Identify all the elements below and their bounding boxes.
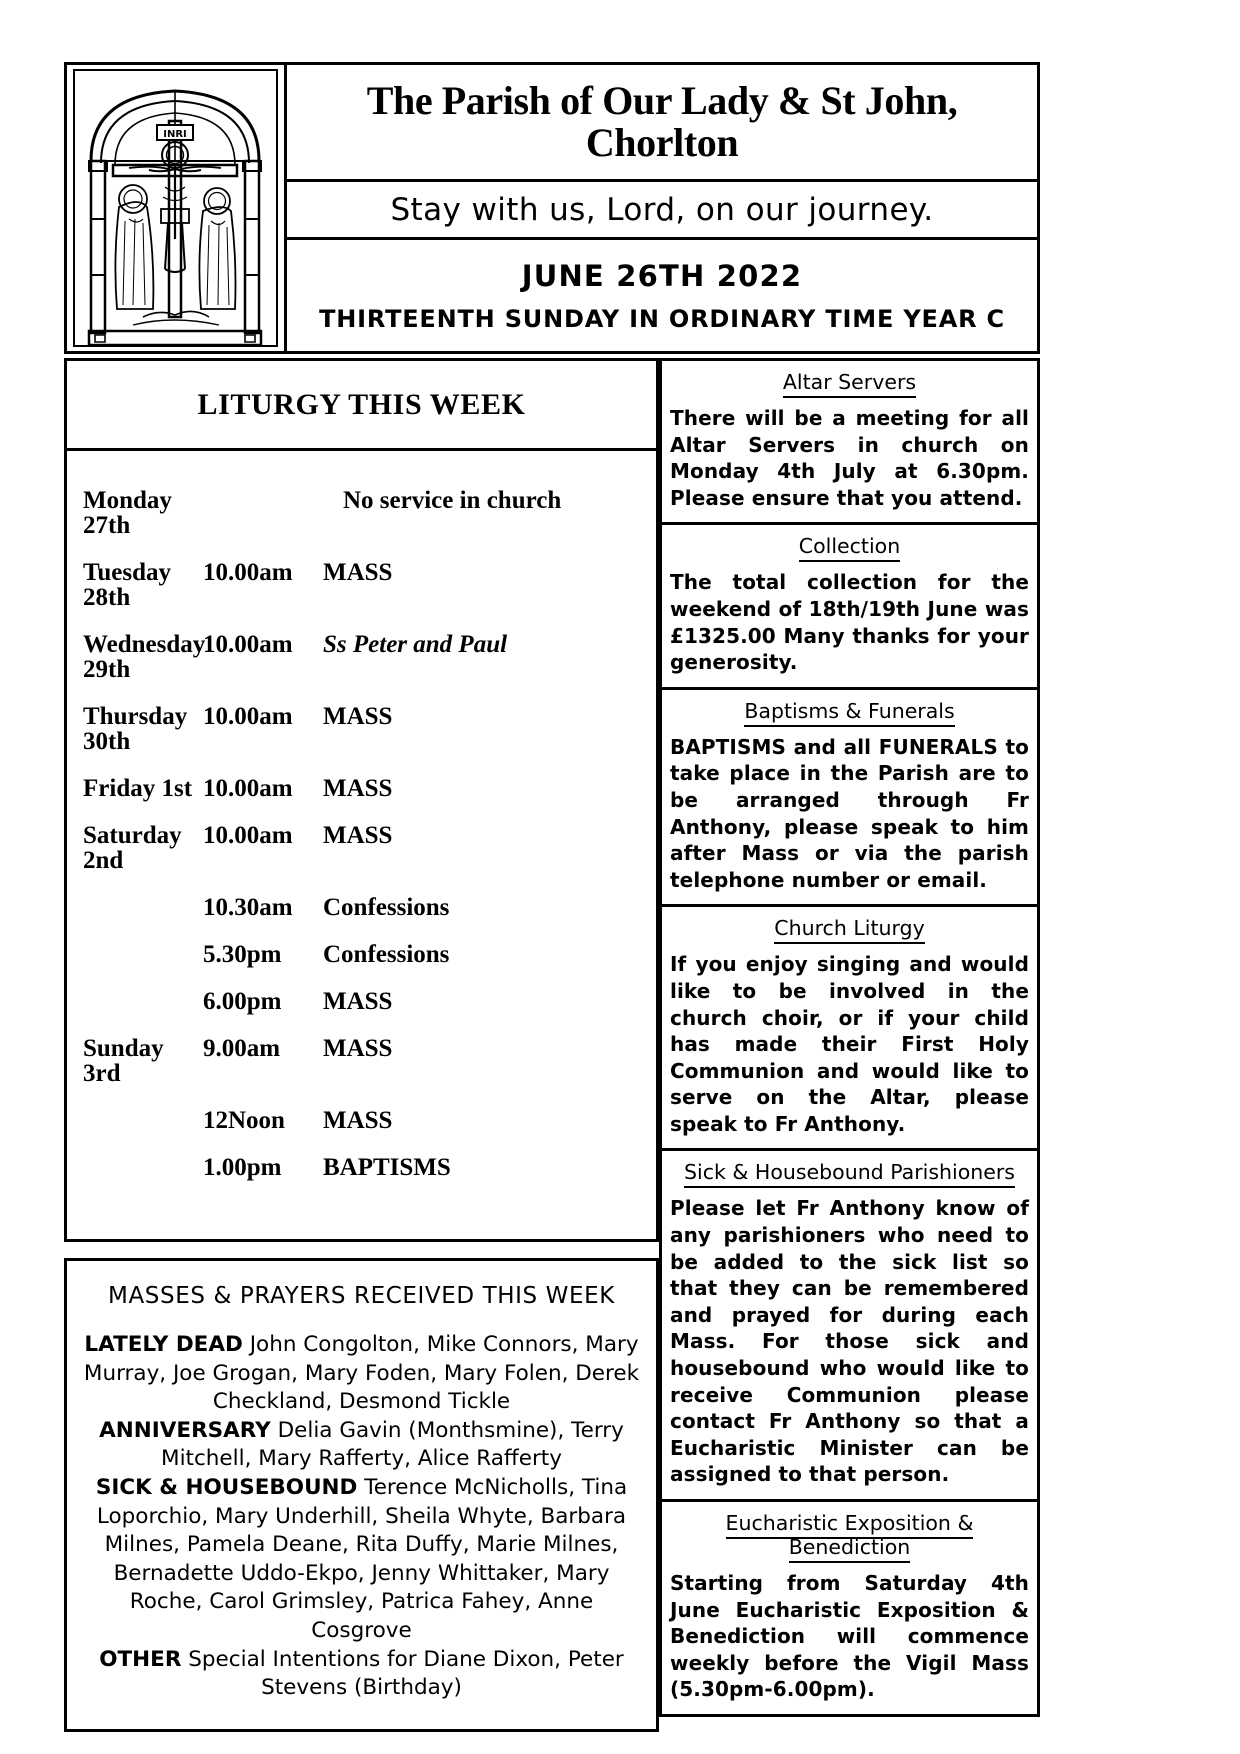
parish-title-box (287, 62, 1040, 182)
notice-body: Starting from Saturday 4th June Eucharistic Exposition & Benediction will commence weekly before the Vigil Mass (5.30pm-6.00pm). (670, 1571, 1029, 1702)
parish-motto: Stay with us, Lord, on our journey. (390, 191, 934, 228)
masses-prayers-group-label: SICK & HOUSEBOUND (95, 1474, 358, 1500)
masses-prayers-box (64, 1258, 659, 1732)
liturgy-heading: LITURGY THIS WEEK (197, 387, 526, 421)
liturgy-day: Sunday 3rd (83, 1035, 164, 1087)
liturgy-time: 10.00am (203, 559, 293, 586)
masses-prayers-group-label: LATELY DEAD (84, 1332, 243, 1357)
notice-box (659, 907, 1040, 1151)
liturgy-event: MASS (323, 1035, 393, 1062)
liturgy-row (67, 621, 656, 693)
liturgy-event: BAPTISMS (323, 1154, 451, 1181)
header-text-column (287, 62, 1040, 354)
liturgy-time: 6.00pm (203, 988, 282, 1015)
liturgy-heading-box (64, 358, 659, 448)
notice-box (659, 690, 1040, 908)
liturgy-row (67, 477, 656, 549)
liturgy-event: Confessions (323, 941, 450, 968)
notice-box (659, 525, 1040, 689)
liturgy-time: 10.00am (203, 703, 293, 730)
liturgy-day: Wednesday 29th (83, 631, 206, 683)
liturgy-day (67, 989, 203, 1014)
masses-prayers-group (77, 1331, 646, 1417)
liturgy-day: Tuesday 28th (83, 559, 172, 611)
liturgy-day (67, 942, 203, 967)
masses-prayers-group (77, 1474, 646, 1646)
liturgy-day: Monday 27th (83, 487, 172, 539)
liturgy-row (67, 765, 656, 812)
liturgy-time: 5.30pm (203, 941, 282, 968)
crucifixion-stained-glass-icon (64, 62, 287, 354)
liturgy-event: MASS (323, 988, 393, 1015)
svg-text:INRI: INRI (163, 129, 187, 140)
masses-prayers-group-names: Special Intentions for Diane Dixon, Peter Stevens (Birthday) (188, 1646, 624, 1701)
notice-heading: Sick & Housebound Parishioners (684, 1160, 1015, 1188)
notice-body: There will be a meeting for all Altar Servers in church on Monday 4th July at 6.30pm. Please ensure that you attend. (670, 406, 1029, 510)
liturgy-event: Ss Peter and Paul (323, 631, 508, 658)
parish-motto-box (287, 182, 1040, 240)
masses-prayers-title: MASSES & PRAYERS RECEIVED THIS WEEK (108, 1283, 615, 1309)
notice-heading: Collection (799, 534, 900, 562)
notice-box (659, 358, 1040, 525)
liturgy-event: MASS (323, 559, 393, 586)
masses-prayers-group-names: Delia Gavin (Monthsmine), Terry Mitchell, Mary Rafferty, Alice Rafferty (161, 1417, 624, 1472)
notice-heading-row (662, 361, 1037, 401)
liturgy-time: 10.00am (203, 631, 293, 658)
date-box (287, 240, 1040, 354)
masses-prayers-group-names: John Congolton, Mike Connors, Mary Murray, Joe Grogan, Mary Foden, Mary Folen, Derek Checkland, Desmond Tickle (83, 1332, 640, 1415)
notice-heading-row (662, 1151, 1037, 1191)
masses-prayers-list (77, 1331, 646, 1703)
liturgy-day: Friday 1st (83, 775, 193, 802)
liturgy-day: Thursday 30th (83, 703, 188, 755)
bulletin-date: JUNE 26TH 2022 (521, 258, 803, 293)
liturgy-event: MASS (323, 703, 393, 730)
liturgy-event: MASS (323, 822, 393, 849)
masses-prayers-group (77, 1646, 646, 1703)
notice-heading-row (662, 907, 1037, 947)
liturgy-time: 10.30am (203, 894, 293, 921)
liturgy-row (67, 884, 656, 931)
liturgy-day (67, 1108, 203, 1133)
notice-heading: Altar Servers (783, 370, 916, 398)
notice-body: Please let Fr Anthony know of any parishioners who need to be added to the sick list so that they can be remembered and prayed for during each Mass. For those sick and housebound who would like to receive Communion please contact Fr Anthony so that a Eucharistic Minister can be assigned to that person. (670, 1196, 1029, 1487)
masses-prayers-group-names: Terence McNicholls, Tina Loporchio, Mary Underhill, Sheila Whyte, Barbara Milnes, Pamela Deane, Rita Duffy, Marie Milnes, Bernadette Uddo-Ekpo, Jenny Whittaker, Mary Roche, Carol Grimsley, Patrica Fahey, Anne Cosgrove (96, 1474, 628, 1643)
liturgy-time (203, 488, 333, 538)
liturgy-schedule (64, 448, 659, 1242)
notice-box (659, 1151, 1040, 1502)
notice-heading-row (662, 690, 1037, 730)
liturgy-row (67, 549, 656, 621)
notice-body: The total collection for the weekend of 18th/19th June was £1325.00 Many thanks for your generosity. (670, 570, 1029, 675)
liturgy-row (67, 693, 656, 765)
liturgy-row (67, 931, 656, 978)
liturgy-event: MASS (323, 1107, 393, 1134)
liturgy-time: 1.00pm (203, 1154, 282, 1181)
notice-box (659, 1502, 1040, 1717)
liturgy-time: 9.00am (203, 1035, 281, 1062)
liturgy-row (67, 978, 656, 1025)
notice-body: BAPTISMS and all FUNERALS to take place in the Parish are to be arranged through Fr Anthony, please speak to him after Mass or via the parish telephone number or email. (670, 734, 1029, 892)
notice-heading: Eucharistic Exposition & Benediction (726, 1511, 974, 1563)
masses-prayers-group-label: ANNIVERSARY (99, 1417, 271, 1443)
liturgy-time: 10.00am (203, 775, 293, 802)
page-header (64, 62, 1040, 354)
liturgy-row (67, 812, 656, 884)
liturgy-event: MASS (323, 775, 393, 802)
notice-heading-row (662, 525, 1037, 565)
liturgy-row (67, 1097, 656, 1144)
notice-heading: Baptisms & Funerals (744, 699, 954, 727)
masses-prayers-group (77, 1417, 646, 1474)
liturgy-event: Confessions (323, 894, 450, 921)
liturgy-row (67, 1025, 656, 1097)
masses-prayers-group-label: OTHER (99, 1646, 182, 1672)
notice-heading: Church Liturgy (774, 916, 924, 944)
liturgy-day: Saturday 2nd (83, 822, 182, 874)
liturgy-day (67, 895, 203, 920)
liturgy-day (67, 1155, 203, 1180)
liturgy-row (67, 1144, 656, 1191)
notice-body: If you enjoy singing and would like to be involved in the church choir, or if your child has made their First Holy Communion and would like to serve on the Altar, please speak to Fr Anthony. (670, 952, 1029, 1136)
liturgy-event: No service in church (343, 487, 562, 514)
page-title: The Parish of Our Lady & St John, Chorlton (366, 78, 958, 165)
liturgy-time: 10.00am (203, 822, 293, 849)
liturgy-time: 12Noon (203, 1107, 285, 1134)
notice-heading-row (662, 1502, 1037, 1566)
left-column (64, 358, 659, 1732)
notices-column (659, 358, 1040, 1717)
liturgical-season: THIRTEENTH SUNDAY IN ORDINARY TIME YEAR C (319, 304, 1005, 333)
